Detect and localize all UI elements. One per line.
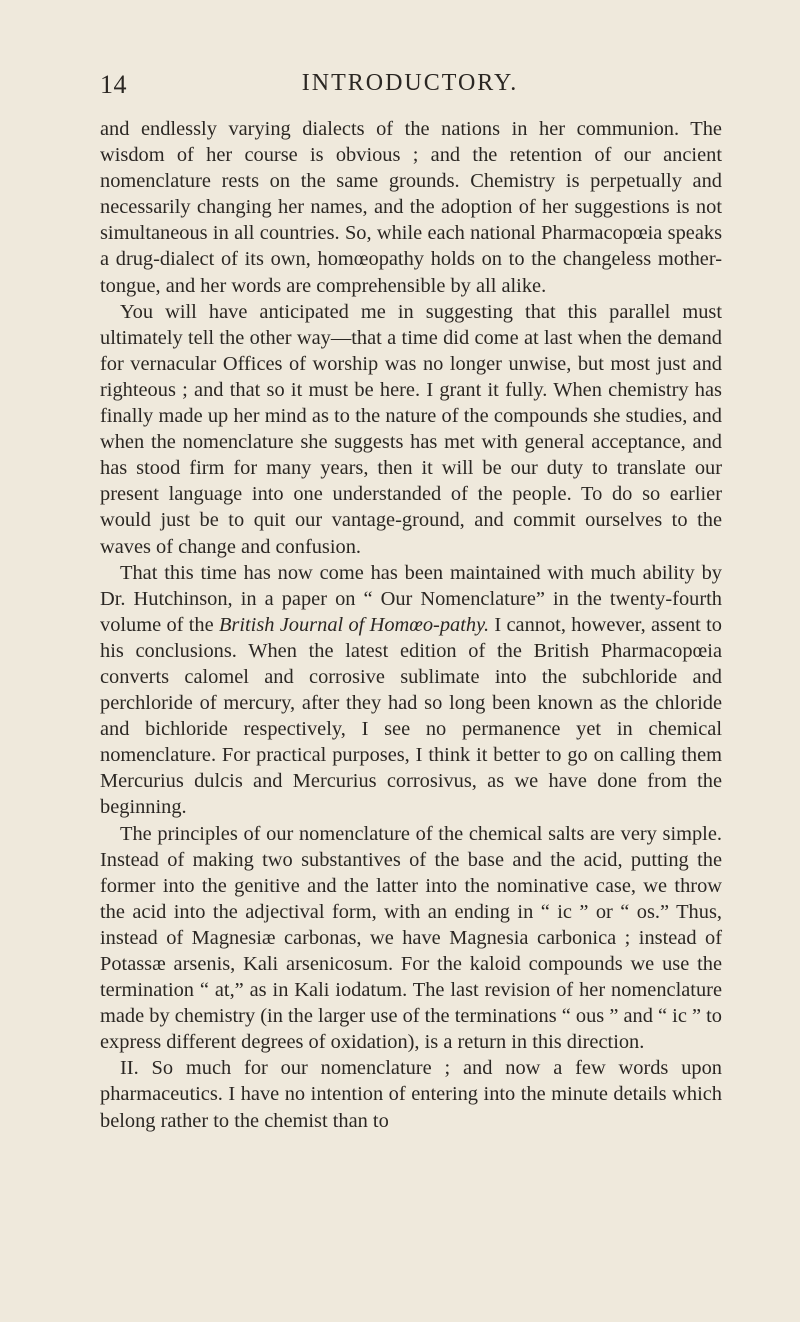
paragraph-1: and endlessly varying dialects of the nations in her communion. The wisdom of her course is obvious ; and the retention of our ancient nomenclature rests on the same grounds. Chemistry is perpetually and necessarily changing her names, and the adoption of her suggestions is not simultaneous in all countries. So, while each national Pharmacopœia speaks a drug-dialect of its own, homœopathy holds on to the changeless mother-tongue, and her words are comprehensible by all alike.: [100, 118, 722, 297]
running-title: INTRODUCTORY.: [301, 70, 519, 96]
paragraph-3: [100, 560, 722, 821]
page-header: [100, 70, 720, 100]
paragraph-5: II. So much for our nomenclature ; and now a few words upon pharmaceutics. I have no intention of entering into the minute details which belong rather to the chemist than to: [100, 1057, 722, 1132]
body-text: [100, 116, 722, 1134]
journal-title: British Journal of Homœo-pathy.: [218, 613, 490, 636]
page-number: 14: [100, 70, 127, 99]
paragraph-2: You will have anticipated me in suggesting that this parallel must ultimately tell the other way—that a time did come at last when the demand for vernacular Offices of worship was no longer unwise, but most just and righteous ; and that so it must be here. I grant it fully. When chemistry has finally made up her mind as to the nature of the compounds she studies, and when the nomenclature she suggests has met with general acceptance, and has stood firm for many years, then it will be our duty to translate our present language into one understanded of the people. To do so earlier would just be to quit our vantage-ground, and commit ourselves to the waves of change and confusion.: [100, 300, 722, 558]
paragraph-3-text-b: I cannot, however, assent to his conclusions. When the latest edition of the British Pharmacopœia converts calomel and corrosive sublimate into the subchloride and perchloride of mercury, after they had so long been known as the chloride and bichloride respectively, I see no permanence yet in chemical nomenclature. For practical purposes, I think it better to go on calling them Mercurius dulcis and Mercurius corrosivus, as we have done from the beginning.: [100, 613, 722, 819]
paragraph-3-text-a: That this time has now come has been maintained with much ability by Dr. Hutchinson, in a paper on “ Our Nomenclature” in the twenty-fourth volume of the: [100, 561, 722, 636]
paragraph-4: The principles of our nomenclature of the chemical salts are very simple. Instead of making two substantives of the base and the acid, putting the former into the genitive and the latter into the nominative case, we throw the acid into the adjectival form, with an ending in “ ic ” or “ os.” Thus, instead of Magnesiæ carbonas, we have Magnesia carbonica ; instead of Potassæ arsenis, Kali arsenicosum. For the kaloid compounds we use the termination “ at,” as in Kali iodatum. The last revision of her nomenclature made by chemistry (in the larger use of the terminations “ ous ” and “ ic ” to express different degrees of oxidation), is a return in this direction.: [100, 822, 722, 1054]
